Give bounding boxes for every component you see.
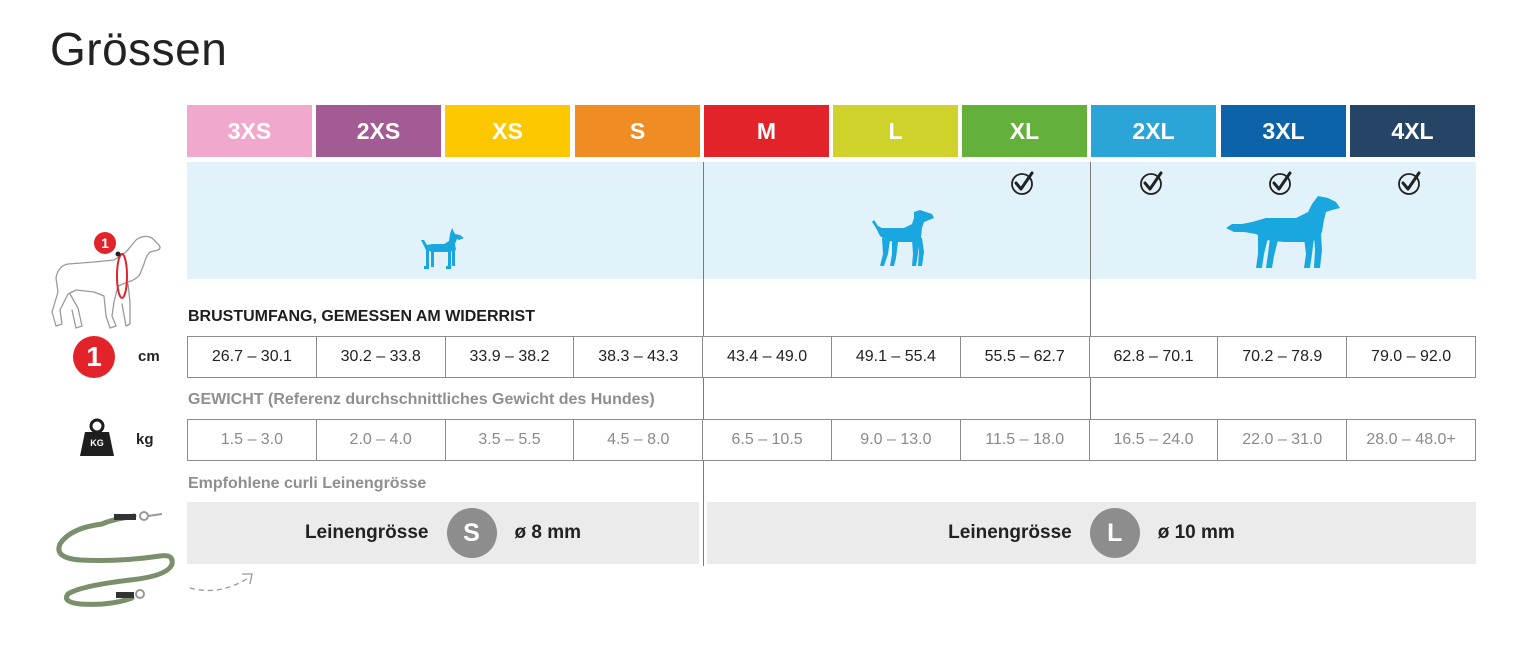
weight-cell: 1.5 – 3.0 [188, 420, 317, 461]
size-xs: XS [445, 105, 570, 157]
page-title: Grössen [50, 23, 228, 75]
weight-icon [79, 418, 115, 458]
chest-cell: 49.1 – 55.4 [831, 337, 960, 378]
group-divider [703, 162, 704, 336]
weight-cell: 3.5 – 5.5 [445, 420, 574, 461]
diagram-marker: 1 [94, 232, 116, 254]
weight-cell: 4.5 – 8.0 [574, 420, 703, 461]
size-2xl: 2XL [1091, 105, 1216, 157]
weight-cell: 22.0 – 31.0 [1218, 420, 1347, 461]
leash-badge-l: L [1090, 508, 1140, 558]
weight-icon-label: KG [90, 438, 104, 448]
table-row [188, 337, 1476, 378]
group-divider [1090, 162, 1091, 336]
chest-cell: 70.2 – 78.9 [1218, 337, 1347, 378]
leash-diameter: ø 10 mm [1157, 522, 1235, 543]
chest-unit: cm [138, 348, 160, 365]
leash-icon [50, 506, 182, 612]
weight-cell: 9.0 – 13.0 [831, 420, 960, 461]
chest-cell: 55.5 – 62.7 [960, 337, 1089, 378]
leash-size-large [707, 502, 1476, 564]
leash-size-small [187, 502, 699, 564]
size-s: S [575, 105, 700, 157]
leash-label: Leinengrösse [304, 522, 429, 543]
chest-cell: 79.0 – 92.0 [1347, 337, 1476, 378]
size-m: M [704, 105, 829, 157]
weight-unit: kg [136, 431, 154, 448]
weight-cell: 2.0 – 4.0 [316, 420, 445, 461]
dashed-arrow-icon [186, 570, 258, 596]
chest-table [187, 336, 1476, 378]
chest-cell: 33.9 – 38.2 [445, 337, 574, 378]
size-3xs: 3XS [187, 105, 312, 157]
leash-label: Leinengrösse [948, 522, 1072, 543]
medium-dog-icon [864, 208, 940, 270]
check-circle-icon [1268, 170, 1294, 196]
group-divider [703, 377, 704, 419]
check-circle-icon [1397, 170, 1423, 196]
weight-heading: GEWICHT (Referenz durchschnittliches Gewicht des Hundes) [188, 391, 655, 408]
chest-cell: 26.7 – 30.1 [188, 337, 317, 378]
check-circle-icon [1010, 170, 1036, 196]
size-2xs: 2XS [316, 105, 441, 157]
weight-cell: 16.5 – 24.0 [1089, 420, 1218, 461]
size-l: L [833, 105, 958, 157]
large-dog-icon [1226, 194, 1344, 272]
chest-cell: 30.2 – 33.8 [316, 337, 445, 378]
chest-cell: 38.3 – 43.3 [574, 337, 703, 378]
size-xl: XL [962, 105, 1087, 157]
leash-heading: Empfohlene curli Leinengrösse [188, 475, 427, 492]
table-row [188, 420, 1476, 461]
leash-diameter: ø 8 mm [514, 522, 582, 543]
chest-marker: 1 [73, 336, 115, 378]
check-circle-icon [1139, 170, 1165, 196]
weight-cell: 6.5 – 10.5 [703, 420, 832, 461]
weight-table [187, 419, 1476, 461]
weight-cell: 11.5 – 18.0 [960, 420, 1089, 461]
size-4xl: 4XL [1350, 105, 1475, 157]
weight-cell: 28.0 – 48.0+ [1347, 420, 1476, 461]
leash-badge-s: S [447, 508, 497, 558]
chest-cell: 43.4 – 49.0 [703, 337, 832, 378]
small-dog-icon [412, 226, 468, 270]
group-divider [1090, 377, 1091, 419]
group-divider [703, 460, 704, 566]
chest-cell: 62.8 – 70.1 [1089, 337, 1218, 378]
chest-heading: BRUSTUMFANG, GEMESSEN AM WIDERRIST [188, 308, 535, 325]
size-3xl: 3XL [1221, 105, 1346, 157]
